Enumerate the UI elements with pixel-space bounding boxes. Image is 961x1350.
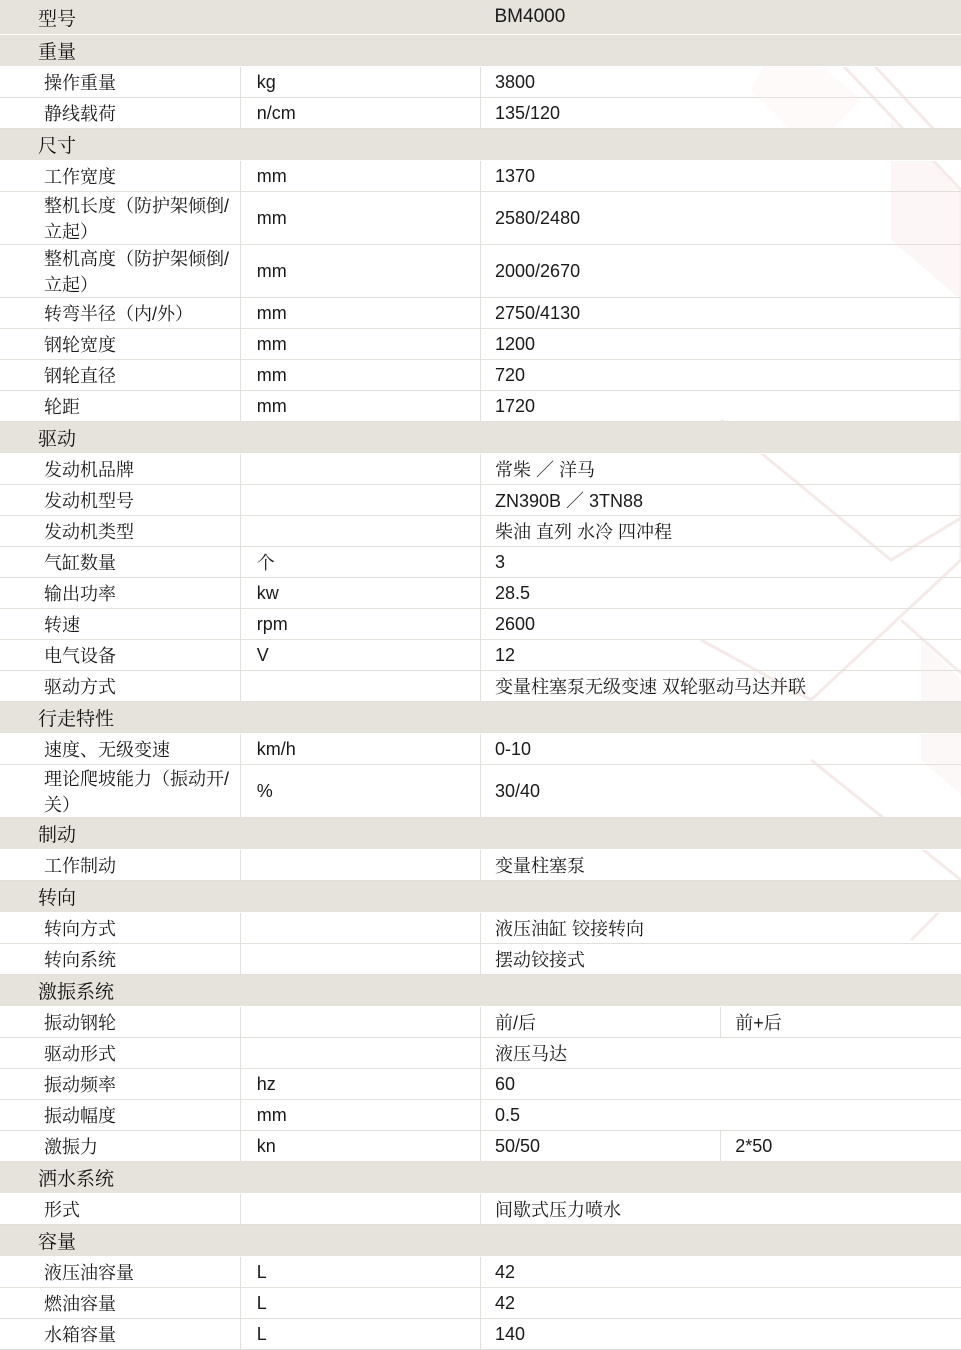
- spec-value: 42: [481, 1257, 961, 1288]
- table-row: [0, 1069, 961, 1100]
- table-row: [0, 944, 961, 975]
- spec-unit: [240, 485, 480, 516]
- spec-unit: 个: [240, 547, 480, 578]
- section-row: [0, 881, 961, 913]
- spec-unit: kn: [240, 1131, 480, 1162]
- spec-unit: [240, 671, 480, 702]
- spec-value: 1200: [481, 329, 961, 360]
- table-row: [0, 734, 961, 765]
- table-row: [0, 1038, 961, 1069]
- spec-label: 振动频率: [0, 1069, 240, 1100]
- table-row: [0, 1131, 961, 1162]
- spec-value: 30/40: [481, 765, 961, 818]
- spec-value: 1370: [481, 161, 961, 192]
- model-header-unit: [240, 0, 480, 35]
- spec-unit: L: [240, 1257, 480, 1288]
- section-title: 洒水系统: [0, 1162, 961, 1194]
- spec-label: 驱动形式: [0, 1038, 240, 1069]
- spec-value: 3: [481, 547, 961, 578]
- section-title: 激振系统: [0, 975, 961, 1007]
- section-title: 转向: [0, 881, 961, 913]
- section-row: [0, 129, 961, 161]
- spec-value: 135/120: [481, 98, 961, 129]
- model-header-row: [0, 0, 961, 35]
- spec-label: 形式: [0, 1194, 240, 1225]
- table-row: [0, 547, 961, 578]
- spec-unit: rpm: [240, 609, 480, 640]
- section-row: [0, 1225, 961, 1257]
- spec-unit: mm: [240, 192, 480, 245]
- spec-unit: mm: [240, 161, 480, 192]
- spec-label: 振动钢轮: [0, 1007, 240, 1038]
- spec-label: 输出功率: [0, 578, 240, 609]
- spec-value: 0.5: [481, 1100, 961, 1131]
- table-row: [0, 360, 961, 391]
- spec-unit: [240, 1007, 480, 1038]
- spec-label: 钢轮直径: [0, 360, 240, 391]
- spec-value: 液压马达: [481, 1038, 961, 1069]
- section-row: [0, 1162, 961, 1194]
- spec-label: 振动幅度: [0, 1100, 240, 1131]
- table-row: [0, 161, 961, 192]
- spec-value: 柴油 直列 水冷 四冲程: [481, 516, 961, 547]
- spec-unit: [240, 913, 480, 944]
- spec-label: 理论爬坡能力（振动开/关）: [0, 765, 240, 818]
- spec-label: 电气设备: [0, 640, 240, 671]
- spec-unit: mm: [240, 298, 480, 329]
- spec-label: 发动机品牌: [0, 454, 240, 485]
- section-row: [0, 422, 961, 454]
- table-row: [0, 1288, 961, 1319]
- spec-unit: mm: [240, 245, 480, 298]
- spec-label: 驱动方式: [0, 671, 240, 702]
- spec-label: 操作重量: [0, 67, 240, 98]
- spec-value: ZN390B ／ 3TN88: [481, 485, 961, 516]
- spec-value: 140: [481, 1319, 961, 1350]
- table-row: [0, 1194, 961, 1225]
- spec-label: 激振力: [0, 1131, 240, 1162]
- spec-unit: L: [240, 1288, 480, 1319]
- section-title: 尺寸: [0, 129, 961, 161]
- spec-value: 42: [481, 1288, 961, 1319]
- spec-value: 12: [481, 640, 961, 671]
- spec-unit: L: [240, 1319, 480, 1350]
- spec-value: 50/50: [481, 1131, 721, 1162]
- spec-unit: hz: [240, 1069, 480, 1100]
- table-row: [0, 192, 961, 245]
- table-row: [0, 245, 961, 298]
- table-row: [0, 329, 961, 360]
- spec-unit: mm: [240, 391, 480, 422]
- section-title: 制动: [0, 818, 961, 850]
- section-row: [0, 702, 961, 734]
- spec-unit: mm: [240, 1100, 480, 1131]
- spec-label: 转弯半径（内/外）: [0, 298, 240, 329]
- spec-value: 液压油缸 铰接转向: [481, 913, 961, 944]
- spec-unit: mm: [240, 360, 480, 391]
- spec-value: 2750/4130: [481, 298, 961, 329]
- section-row: [0, 35, 961, 67]
- section-title: 重量: [0, 35, 961, 67]
- spec-label: 速度、无级变速: [0, 734, 240, 765]
- table-row: [0, 765, 961, 818]
- spec-unit: V: [240, 640, 480, 671]
- table-row: [0, 640, 961, 671]
- spec-unit: kg: [240, 67, 480, 98]
- spec-value: 720: [481, 360, 961, 391]
- table-row: [0, 850, 961, 881]
- spec-unit: [240, 944, 480, 975]
- spec-value: 摆动铰接式: [481, 944, 961, 975]
- spec-label: 液压油容量: [0, 1257, 240, 1288]
- model-header-value2: [721, 0, 961, 35]
- spec-value: 前/后: [481, 1007, 721, 1038]
- spec-unit: [240, 1194, 480, 1225]
- table-row: [0, 98, 961, 129]
- spec-value: 2600: [481, 609, 961, 640]
- section-row: [0, 975, 961, 1007]
- model-header-label: 型号: [0, 0, 240, 35]
- spec-value: 变量柱塞泵无级变速 双轮驱动马达并联: [481, 671, 961, 702]
- spec-label: 水箱容量: [0, 1319, 240, 1350]
- table-row: [0, 609, 961, 640]
- spec-label: 轮距: [0, 391, 240, 422]
- spec-unit: [240, 850, 480, 881]
- table-row: [0, 671, 961, 702]
- spec-value-secondary: 2*50: [721, 1131, 961, 1162]
- spec-label: 发动机型号: [0, 485, 240, 516]
- spec-value: 3800: [481, 67, 961, 98]
- spec-label: 发动机类型: [0, 516, 240, 547]
- spec-unit: kw: [240, 578, 480, 609]
- spec-label: 钢轮宽度: [0, 329, 240, 360]
- spec-value: 2580/2480: [481, 192, 961, 245]
- spec-label: 工作宽度: [0, 161, 240, 192]
- spec-value-secondary: 前+后: [721, 1007, 961, 1038]
- spec-label: 气缸数量: [0, 547, 240, 578]
- spec-value: 变量柱塞泵: [481, 850, 961, 881]
- spec-label: 静线载荷: [0, 98, 240, 129]
- spec-label: 整机高度（防护架倾倒/立起）: [0, 245, 240, 298]
- table-row: [0, 485, 961, 516]
- model-header-value: BM4000: [481, 0, 721, 35]
- spec-value: 60: [481, 1069, 961, 1100]
- spec-value: 间歇式压力喷水: [481, 1194, 961, 1225]
- table-row: [0, 1257, 961, 1288]
- section-row: [0, 818, 961, 850]
- table-row: [0, 1100, 961, 1131]
- spec-value: 0-10: [481, 734, 961, 765]
- spec-label: 整机长度（防护架倾倒/立起）: [0, 192, 240, 245]
- spec-value: 28.5: [481, 578, 961, 609]
- table-row: [0, 1319, 961, 1350]
- table-row: [0, 391, 961, 422]
- table-row: [0, 1007, 961, 1038]
- table-row: [0, 298, 961, 329]
- spec-unit: [240, 516, 480, 547]
- spec-unit: [240, 454, 480, 485]
- spec-label: 燃油容量: [0, 1288, 240, 1319]
- spec-unit: mm: [240, 329, 480, 360]
- spec-unit: %: [240, 765, 480, 818]
- section-title: 驱动: [0, 422, 961, 454]
- table-row: [0, 67, 961, 98]
- spec-label: 工作制动: [0, 850, 240, 881]
- spec-label: 转速: [0, 609, 240, 640]
- spec-label: 转向方式: [0, 913, 240, 944]
- section-title: 行走特性: [0, 702, 961, 734]
- table-row: [0, 454, 961, 485]
- table-row: [0, 578, 961, 609]
- spec-value: 1720: [481, 391, 961, 422]
- spec-value: 2000/2670: [481, 245, 961, 298]
- spec-label: 转向系统: [0, 944, 240, 975]
- spec-unit: n/cm: [240, 98, 480, 129]
- spec-value: 常柴 ／ 洋马: [481, 454, 961, 485]
- table-row: [0, 516, 961, 547]
- table-row: [0, 913, 961, 944]
- spec-unit: [240, 1038, 480, 1069]
- section-title: 容量: [0, 1225, 961, 1257]
- spec-unit: km/h: [240, 734, 480, 765]
